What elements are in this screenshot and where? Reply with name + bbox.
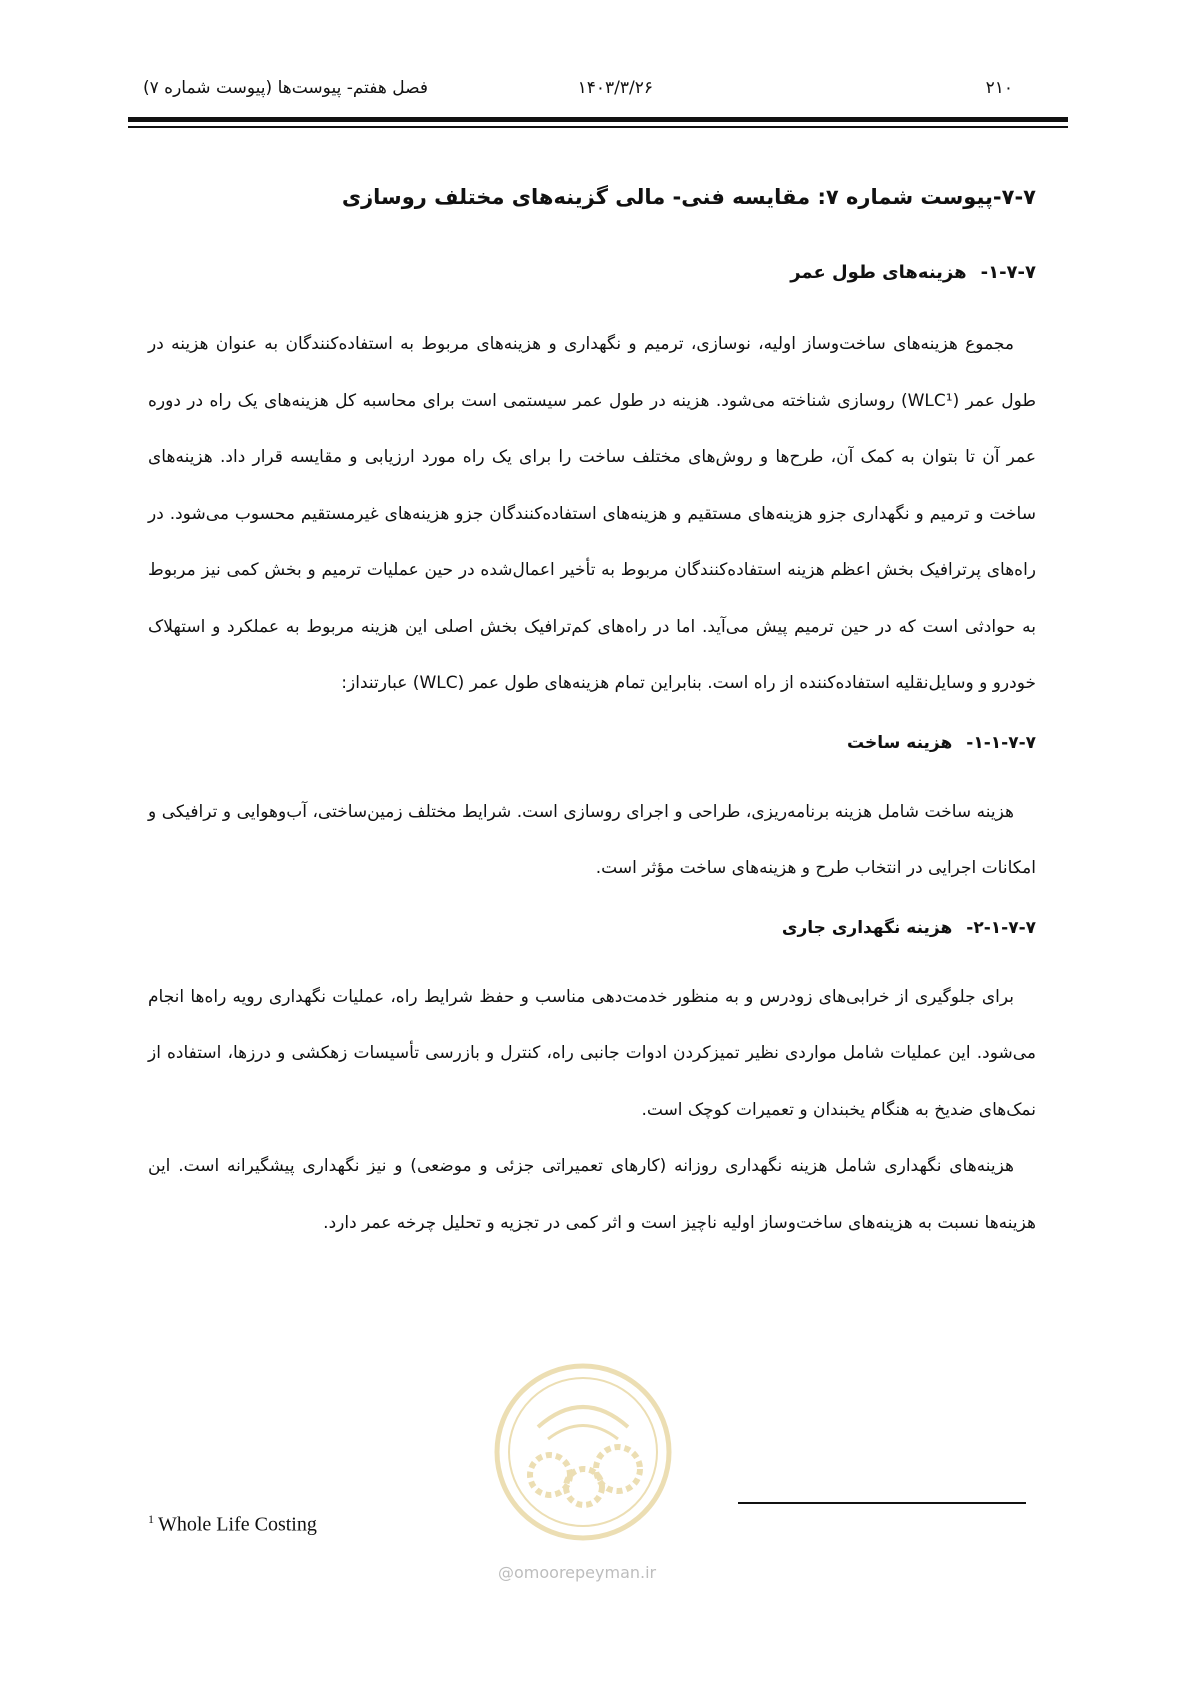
- footnote: [148, 1512, 317, 1537]
- paragraph-maintenance-1: برای جلوگیری از خرابی‌های زودرس و به منظور خدمت‌دهی مناسب و حفظ شرایط راه، عملیات نگهداری رویه راه‌ها انجام می‌شود. این عملیات شامل مواردی نظیر تمیزکردن ادوات جانبی راه، کنترل و بازرسی تأسیسات زهکشی و درزها، استفاده از نمک‌های ضدیخ به هنگام یخبندان و تعمیرات کوچک است.: [148, 986, 1036, 1120]
- page-body: [148, 182, 1036, 1269]
- paragraph-maintenance-2: هزینه‌های نگهداری شامل هزینه نگهداری روزانه (کارهای تعمیراتی جزئی و موضعی) و نیز نگهداری پیشگیرانه است. این هزینه‌ها نسبت به هزینه‌های ساخت‌وساز اولیه ناچیز است و اثر کمی در تجزیه و تحلیل چرخه عمر دارد.: [148, 1156, 1036, 1233]
- section-heading-maintenance-cost: [148, 915, 1036, 941]
- section-title: هزینه نگهداری جاری: [781, 917, 953, 938]
- watermark-logo: [488, 1357, 678, 1547]
- paragraph-wlc: مجموع هزینه‌های ساخت‌وساز اولیه، نوسازی، ترمیم و نگهداری و هزینه‌های مربوط به استفاده‌کنندگان به عنوان هزینه در طول عمر (WLC¹) روسازی شناخته می‌شود. هزینه در طول عمر سیستمی است برای محاسبه کل هزینه‌های یک راه در دوره عمر آن تا بتوان به کمک آن، طرح‌ها و روش‌های مختلف ساخت را برای یک راه مورد ارزیابی و مقایسه قرار داد. هزینه‌های ساخت و ترمیم و نگهداری جزو هزینه‌های مستقیم و هزینه‌های استفاده‌کنندگان جزو هزینه‌های غیرمستقیم محسوب می‌شود. در راه‌های پرترافیک بخش اعظم هزینه استفاده‌کنندگان مربوط به تأخیر اعمال‌شده در حین عملیات ترمیم و بخش کمی نیز مربوط به حوادثی است که در حین ترمیم پیش می‌آید. اما در راه‌های کم‌ترافیک بخش اصلی این هزینه مربوط به عملکرد و استهلاک خودرو و وسایل‌نقلیه استفاده‌کننده از راه است. بنابراین تمام هزینه‌های طول عمر (WLC) عبارتنداز:: [148, 334, 1036, 693]
- paragraph-construction-cost: هزینه ساخت شامل هزینه برنامه‌ریزی، طراحی و اجرای روسازی است. شرایط مختلف زمین‌ساختی، آب‌وهوایی و ترافیکی و امکانات اجرایی در انتخاب طرح و هزینه‌های ساخت مؤثر است.: [148, 801, 1036, 878]
- section-number: ۱-۱-۷-۷-: [966, 732, 1036, 753]
- section-number: ۲-۱-۷-۷-: [966, 917, 1036, 938]
- section-heading-construction-cost: [148, 730, 1036, 756]
- section-title: هزینه ساخت: [847, 732, 953, 753]
- page-header: [143, 78, 1053, 106]
- footnote-text: Whole Life Costing: [158, 1513, 317, 1536]
- header-rule-thick: [128, 117, 1068, 122]
- section-title: هزینه‌های طول عمر: [790, 262, 967, 283]
- page-number: ۲۱۰: [985, 78, 1013, 98]
- page-title: ۷-۷-پیوست شماره ۷: مقایسه فنی- مالی گزینه‌های مختلف روسازی: [341, 185, 1036, 209]
- footnote-separator: [738, 1502, 1026, 1504]
- section-heading-wlc: [148, 260, 1036, 286]
- watermark-url: @omoorepeyman.ir: [498, 1563, 657, 1582]
- footnote-marker: 1: [148, 1512, 154, 1526]
- header-chapter: فصل هفتم- پیوست‌ها (پیوست شماره ۷): [143, 78, 428, 98]
- header-rule-thin: [128, 126, 1068, 128]
- section-number: ۱-۷-۷-: [980, 262, 1036, 283]
- header-date: ۱۴۰۳/۳/۲۶: [577, 78, 653, 98]
